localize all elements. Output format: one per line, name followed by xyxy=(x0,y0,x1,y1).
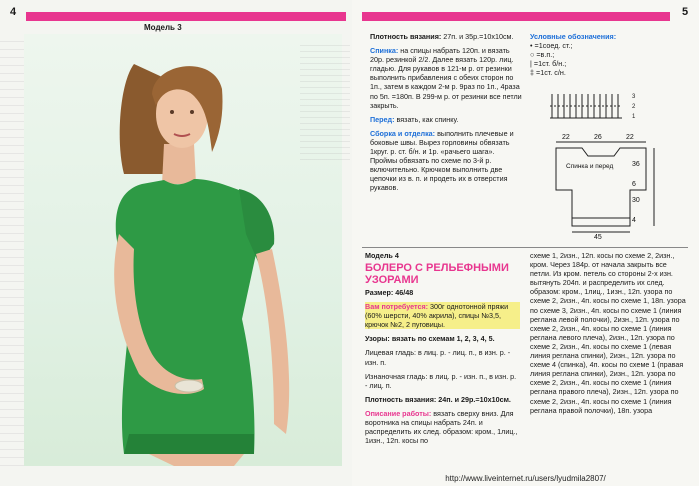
garment-schematic xyxy=(546,128,666,240)
density-label: Плотность вязания: xyxy=(370,32,442,41)
crochet-chart xyxy=(548,88,668,124)
model4-title: БОЛЕРО С РЕЛЬЕФНЫМИ УЗОРАМИ xyxy=(365,262,509,286)
header-bar-left xyxy=(26,12,346,21)
single-crochet-icon: | xyxy=(530,59,534,69)
header-bar-right xyxy=(362,12,670,21)
assembly-text: выполнить плечевые и боковые швы. Вырез горловины обвязать 1круг. р. ст. б/н. и 1р. «рачьего шага». Проймы обвязать по схеме по 3-й р. включительно. Крючком выполнить две цепочки из в. п. и продеть их в отверстия рукавов. xyxy=(370,128,514,193)
dim-side-4: 4 xyxy=(632,217,636,224)
materials-box xyxy=(365,302,520,329)
page-number-right: 5 xyxy=(682,6,689,18)
legend-item: ○ =в.п.; xyxy=(530,50,555,60)
legs xyxy=(149,454,244,466)
dim-side-36: 36 xyxy=(632,161,640,168)
model4-label-block xyxy=(365,251,525,260)
ghost-pattern-right xyxy=(300,40,350,160)
model3-label: Модель 3 xyxy=(144,23,182,32)
model3-text xyxy=(370,32,522,198)
model4-size: Размер: 46/48 xyxy=(365,288,414,297)
double-crochet-icon: ‡ xyxy=(530,68,536,78)
back-text: на спицы набрать 120п. и вязать 20р. резинкой 2/2. Далее вязать 120р. лиц. гладью. Для рукавов в 121-м р. от резинки выполнить прибавления с обеих сторон по 1п., затем в каждом 2-м р. 9раз по 1п., 4раза по 5п. =180п. В 299-м р. от резинки все петли закрыть. xyxy=(370,46,522,110)
right-arm xyxy=(256,249,289,434)
model4-text xyxy=(365,288,520,450)
work-text: вязать сверху вниз. Для воротника на спицы набрать 24п. и распределить их след. образом: кром., 1лиц., 1изн., 12п. косы по xyxy=(365,408,518,446)
legend-item: ‡ =1ст. с/н. xyxy=(530,68,566,78)
assembly-label: Сборка и отделка: xyxy=(370,128,436,138)
patterns-text: Узоры: вязать по схемам 1, 2, 3, 4, 5. xyxy=(365,334,495,344)
schematic-label: Спинка и перед xyxy=(566,163,614,170)
neck xyxy=(162,144,196,184)
model4-density: Плотность вязания: 24п. и 29р.=10х10см. xyxy=(365,394,511,404)
back-label: Спинка: xyxy=(370,46,399,56)
dim-side-6: 6 xyxy=(632,181,636,188)
chart-row-2: 2 xyxy=(632,104,636,110)
chart-row-1: 1 xyxy=(632,114,636,120)
front-text: вязать, как спинку. xyxy=(396,114,459,124)
model4-col2-text: схеме 1, 2изн., 12п. косы по схеме 2, 2изн., кром. Через 184р. от начала закрыть все петли. Из кром. петель со стороны 2-х изн. вытянуть 204п. и распределить их след. образом: кром., 1лиц., 1изн., 12п. узора по схеме 2, 2изн., 4п. косы по схеме 1, 18п. узора по схеме 3, 2изн., 4п. косы по схеме 1 (линия реглана левой полочки), 2изн., 12п. узора по схеме 2, 2изн., 4п. косы по схеме 1 (линия реглана левого плеча), 2изн., 12п. узора по схеме 2, 2изн., 4п. косы по схеме 1 (левая линия реглана спинки), 2изн., 12п. узора по схеме 4 (спинка), 4п. косы по схеме 1 (правая линия реглана спинки), 2изн., 12п. узора по схеме 2, 2изн., 4п. косы по схеме 1 (линия реглана правого плеча), 2изн., 12п. узора по схеме 2, 2изн., 4п. косы по схеме 1 (линия реглана правой полочки), 18п. узора xyxy=(530,251,686,415)
reverse-text: Изнаночная гладь: в лиц. р. - изн. п., в изн. р. - лиц. п. xyxy=(365,371,517,390)
density-value: 27п. и 35р.=10х10см. xyxy=(443,32,514,41)
dim-side-30: 30 xyxy=(632,197,640,204)
dim-top-mid: 26 xyxy=(594,134,602,141)
legend-title: Условные обозначения: xyxy=(530,32,617,41)
model-photo xyxy=(24,34,342,466)
slip-stitch-icon: • xyxy=(530,41,535,51)
work-label: Описание работы: xyxy=(365,408,432,418)
model4-col2 xyxy=(530,251,688,415)
model4-label: Модель 4 xyxy=(365,251,399,260)
ghost-pattern-left xyxy=(0,34,24,466)
bracelet xyxy=(175,380,203,392)
dim-top-right: 22 xyxy=(626,134,634,141)
legend-item: • =1соед. ст.; xyxy=(530,41,573,51)
chart-row-3: 3 xyxy=(632,94,636,100)
dim-top-left: 22 xyxy=(562,134,570,141)
chain-icon: ○ xyxy=(530,50,537,60)
dim-bottom: 45 xyxy=(594,234,602,240)
page-number-left: 4 xyxy=(10,6,17,18)
stockinette-text: Лицевая гладь: в лиц. р. - лиц. п., в изн. р. - изн. п. xyxy=(365,348,511,367)
needed-label: Вам потребуется: xyxy=(365,302,429,312)
footer-url[interactable]: http://www.liveinternet.ru/users/lyudmila2807/ xyxy=(445,474,606,483)
section-divider xyxy=(362,247,688,248)
legend-item: | =1ст. б/н.; xyxy=(530,59,567,69)
legend xyxy=(530,32,680,77)
needed-text: 300г однотонной пряжи (60% шерсти, 40% акрила), спицы №3,5, крючок №2, 2 пуговицы. xyxy=(365,302,509,330)
front-label: Перед: xyxy=(370,114,395,124)
